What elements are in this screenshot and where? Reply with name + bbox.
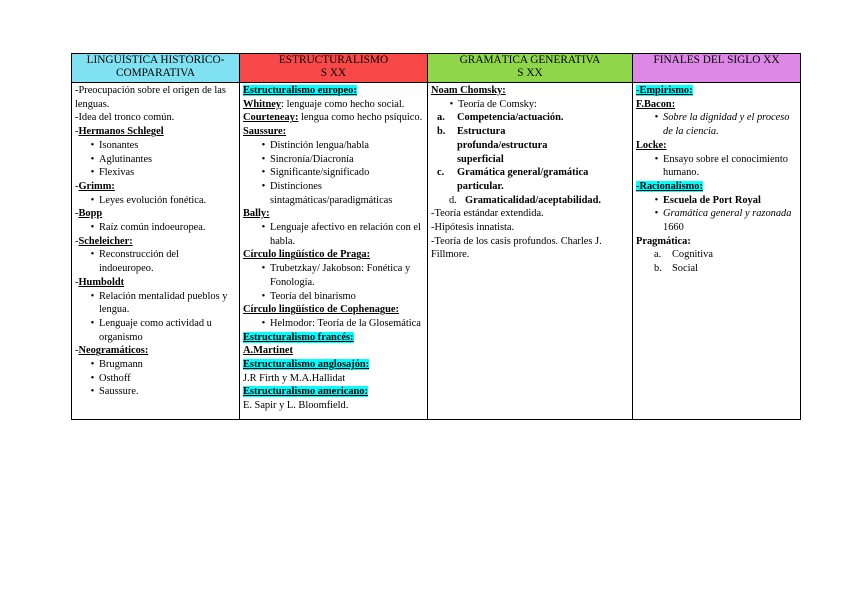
bullet-icon: •	[261, 180, 266, 192]
cell-linguistica-historico-comparativa	[72, 83, 240, 420]
bullet-icon: •	[90, 222, 95, 234]
list-item: • Flexivas	[75, 166, 236, 180]
bullet-icon: •	[90, 372, 95, 384]
list-item: • Helmodor: Teoría de la Glosemática	[243, 317, 424, 331]
bullet-icon: •	[654, 194, 659, 206]
heading-circulo-copenhague: Círculo lingüístico de Cophenague:	[243, 304, 399, 316]
heading-estructuralismo-europeo: Estructuralismo europeo:	[243, 85, 357, 96]
intro-origen: -Preocupación sobre el origen de las lenguas.	[75, 85, 226, 110]
cell-estructuralismo	[240, 83, 428, 420]
list-item: • Aglutinantes	[75, 153, 236, 167]
numbered-item: c. Gramática general/gramática particular.	[437, 167, 589, 192]
list-item: • Raíz común indoeuropea.	[75, 221, 236, 235]
list-item: • Lenguaje como actividad u organismo	[75, 317, 236, 344]
list-item: • Relación mentalidad pueblos y lengua.	[75, 290, 236, 317]
bullet-icon: •	[90, 167, 95, 179]
bullet-icon: •	[261, 222, 266, 234]
list-item: • Osthoff	[75, 372, 236, 386]
list-item: • Reconstrucción del indoeuropeo.	[75, 248, 236, 275]
heading-empirismo: -Empirismo:	[636, 85, 693, 96]
heading-schlegel: -Hermanos Schlegel	[75, 126, 164, 138]
bullet-icon: •	[90, 359, 95, 371]
header-linguistica-historico-comparativa: LINGÜÍSTICA HISTÓRICO- COMPARATIVA	[72, 54, 240, 83]
courteneay-entry: Courteneay: lengua como hecho psíquico.	[243, 112, 423, 124]
heading-pragmatica: Pragmática:	[636, 235, 691, 247]
heading-chomsky: Noam Chomsky:	[431, 85, 506, 96]
whitney-entry: Whitney: lenguaje como hecho social.	[243, 98, 405, 110]
numbered-item: a. Competencia/actuación.	[437, 112, 564, 124]
bullet-icon: •	[449, 98, 454, 110]
numbered-item: b. Social	[654, 263, 698, 275]
hipotesis-innatista: -Hipótesis innatista.	[431, 222, 515, 234]
heading-grimm: -Grimm:	[75, 180, 115, 192]
heading-locke: Locke:	[636, 139, 667, 151]
numbered-item: a. Cognitiva	[654, 249, 713, 261]
list-item: • Distinciones sintagmáticas/paradigmáticas	[243, 180, 424, 207]
heading-estructuralismo-frances: Estructuralismo francés:	[243, 331, 354, 343]
header-row	[72, 54, 801, 83]
list-item: • Trubetzkay/ Jakobson: Fonética y Fonología.	[243, 262, 424, 289]
bullet-icon: •	[261, 153, 266, 165]
list-item: • Escuela de Port Royal	[636, 194, 797, 208]
list-item: • Lenguaje afectivo en relación con el habla.	[243, 221, 424, 248]
teoria-estandar: -Teoría estándar extendida.	[431, 208, 544, 220]
bullet-icon: •	[90, 386, 95, 398]
header-estructuralismo: ESTRUCTURALISMO S XX	[240, 54, 428, 83]
list-item: • Ensayo sobre el conocimiento humano.	[636, 153, 797, 180]
numbered-item: b. Estructura profunda/estructura superficial	[437, 126, 548, 165]
list-item: • Significante/significado	[243, 166, 424, 180]
heading-estructuralismo-americano: Estructuralismo americano:	[243, 386, 368, 398]
bullet-icon: •	[90, 153, 95, 165]
bullet-icon: •	[654, 208, 659, 220]
bullet-icon: •	[261, 139, 266, 151]
heading-saussure: Saussure:	[243, 126, 287, 138]
comparison-table	[71, 53, 801, 420]
americano-entry: E. Sapir y L. Bloomfield.	[243, 400, 349, 412]
bullet-icon: •	[90, 194, 95, 206]
cell-gramatica-generativa	[428, 83, 633, 420]
list-item: • Gramática general y razonada 1660	[636, 207, 797, 234]
bullet-icon: •	[261, 317, 266, 329]
bullet-icon: •	[90, 249, 95, 261]
list-item: • Isonantes	[75, 139, 236, 153]
list-item: • Saussure.	[75, 385, 236, 399]
bullet-icon: •	[654, 112, 659, 124]
bullet-icon: •	[261, 263, 266, 275]
list-item: • Brugmann	[75, 358, 236, 372]
heading-humboldt: -Humboldt	[75, 276, 125, 288]
heading-circulo-praga: Círculo lingüístico de Praga:	[243, 249, 371, 261]
martinet-entry: A.Martinet	[243, 345, 293, 357]
numbered-item: d. Gramaticalidad/aceptabilidad.	[449, 194, 601, 206]
anglosajon-entry: J.R Firth y M.A.Hallidat	[243, 372, 346, 384]
list-item: • Leyes evolución fonética.	[75, 194, 236, 208]
teoria-casos: -Teoría de los casis profundos. Charles J. Fillmore.	[431, 235, 602, 261]
heading-estructuralismo-anglosajon: Estructuralismo anglosajón:	[243, 359, 370, 371]
cell-finales-siglo-xx	[633, 83, 801, 420]
bullet-icon: •	[90, 317, 95, 329]
header-finales-siglo-xx: FINALES DEL SIGLO XX	[633, 54, 801, 83]
intro-tronco: -Idea del tronco común.	[75, 112, 175, 124]
heading-neogramaticos: -Neogramáticos:	[75, 345, 149, 357]
heading-bacon: F.Bacon:	[636, 98, 676, 110]
heading-bally: Bally:	[243, 208, 270, 220]
header-gramatica-generativa: GRAMÁTICA GENERATIVA S XX	[428, 54, 633, 83]
heading-racionalismo: -Racionalismo:	[636, 180, 703, 192]
content-row	[72, 83, 801, 420]
bullet-icon: •	[654, 153, 659, 165]
list-item: • Sobre la dignidad y el proceso de la ciencia.	[636, 111, 797, 138]
bullet-icon: •	[90, 290, 95, 302]
bullet-icon: •	[90, 139, 95, 151]
bullet-icon: •	[261, 290, 266, 302]
list-item: • Distinción lengua/habla	[243, 139, 424, 153]
list-item: • Teoría de Comsky:	[431, 98, 629, 112]
list-item: • Teoría del binarismo	[243, 290, 424, 304]
heading-bopp: -Bopp	[75, 208, 103, 220]
heading-scheleicher: -Scheleicher:	[75, 235, 133, 247]
list-item: • Sincronía/Diacronía	[243, 153, 424, 167]
bullet-icon: •	[261, 167, 266, 179]
